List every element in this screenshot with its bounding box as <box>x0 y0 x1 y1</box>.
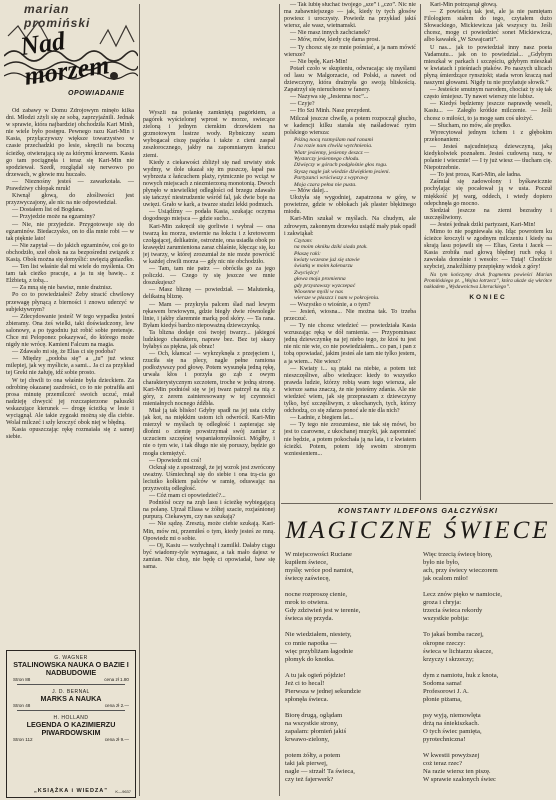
paragraph: — Słucham, no mów, ale prędko. <box>430 122 512 129</box>
ad-book-pages: Stron 112 <box>13 737 33 742</box>
poem-line <box>423 704 553 712</box>
paragraph: — Kiedyś będziemy jeszcze naprawdę weseli, Kasiu... — Załegło krótkie milczenie. — Jeśli chcesz o miłości, to ja mogę sam coś ułożyć. <box>424 101 552 122</box>
paragraph: Kari-Min potrząsnął głową. <box>430 2 498 8</box>
poem-line: myślę: wróce pod namiot, <box>285 567 354 575</box>
verse-line: Zwyciężcy! <box>294 269 319 276</box>
paragraph: — Między „podoba się” a „tu” już wiesz milepiej, jak wy myślicie, a sami... Ja ci za przykład tej Greki nie żałuję, idź sobie prosto. <box>6 356 134 377</box>
verse-line: głowa moja promienna <box>294 276 346 283</box>
verse-line: Partyzanci wróciwszy z wyprawy <box>294 175 369 182</box>
poem-section <box>283 505 553 798</box>
paragraph: Mimo to nie pogniewała się. Idąc powrotem ku ścieżce kroczyli w zgodnym milczeniu i kiedy na skrają lasu pojawili się — Elias, Greta i Jacek — Kasia zrobiła nad głową błędnej ruch ręką i zawołała donośnie i wesoło: — Tutaj! Chodźcie szybciej, znaleźliśmy przepiękny widok z góry! <box>424 229 552 271</box>
ad-book-meta <box>7 737 135 742</box>
verse-line: Czytam: <box>294 237 313 244</box>
divider <box>17 710 125 711</box>
verse-line: światłą w moim kalenarzu <box>294 263 353 270</box>
paragraph: — Cóż mam ci opowiedzieć?... <box>149 493 226 500</box>
paragraph: — Ty chcesz się ze mnie pośmiać, a ja nam mówić wiersze? <box>284 44 416 58</box>
paragraph: — Tam, tam nie patrz — obróciła go za jego policzki. — Czego ty się jeszcze we mnie doszukujesz? <box>143 266 275 287</box>
paragraph: Ułożyła się wygodniej, zapatrzona w górę, w powietrze, gdzie w obłokach jak plaster błękitnego miodu. <box>284 195 416 216</box>
paragraph: Podniósł oczy na zrąb lasu i ścieżkę wybiegającą na polanę. Ujrzał Eliasa w żółtej szacie, rozjaśnionej purpurą. Ciekawym, czy nas szukają? <box>143 500 275 521</box>
publisher-code: K—9637 <box>115 789 131 794</box>
paragraph: — Mam — przykryła palcem ślad nad lewym rękawem brwiowym, gdzie biegły dwie równoległe linie, i jakby zlaremnie marką pod skóry. — Ta rana. Byłam kiedyś bardzo niepoważną dziewczynką. <box>143 301 275 329</box>
story-column-3 <box>284 2 416 502</box>
poem-line: świeca się przyda. <box>285 615 334 623</box>
ad-book-meta <box>7 677 135 682</box>
paragraph: Zaśmiał się zadowolony i byśkawicznie pochylając się pocałował ją w usta. Poczuł miękkość jej warg, oddech, i wtedy dopiero odepchnęła go mocno. <box>424 179 552 207</box>
paragraph: Kiedy z ciekawości zbliżył się nad urwisty stok wydmy, w dole ukazał się im puszczę, łapał pas wybrzeża z łańcuchem plaży, rytmicznie po wciąż w nowych miejscach z niezmierzoną monotonią. Dwoch płynęło w niewielkiej odległości od brzegu zdawało się tańczyć niestrudzenie wśród fal, jak dwie boje na uwięzi. Grało w kark, a twarze studzi lekki podmuch. <box>143 159 275 209</box>
paragraph: Wyszli na polankę zamkniętą pagórkiem, a pagórek wyścielonej wprost w morze, swiecące zieloną i jednym ciemkim drzewkiem na grzmotowym lustrze wody. Rybniczny szum wybogacał ciszę pagórka i także z cieni zaspał zeszłorocznego, jakby na zapomnianym krańcu ziemi. <box>143 110 275 159</box>
paragraph: — Opowiedz mi coś! <box>149 457 202 464</box>
story-column-4 <box>424 2 552 502</box>
verse-line: Wiatr jesienny, jesienny deszcz — <box>294 149 370 156</box>
paragraph: — Zdawało mi się, że Elias ci się podoba? <box>12 349 116 356</box>
poem-line: taki jak pierwej, <box>285 760 328 768</box>
poem-author: KONSTANTY ILDEFONS GAŁCZYŃSKI <box>337 506 499 515</box>
poem-line: co mnie napotka — <box>285 639 337 647</box>
poem-line: Więc trzecią świecę biorę, <box>423 551 493 558</box>
verse-line: gdy przystawszy wyzczepać <box>294 282 356 289</box>
paragraph: — Nie sądzę. Zresztą, może ciebie szukają. Kari-Min, mów mi, przemiłeś o tym, kiedy jesteś ze mną. Opowiedz mi o sobie. <box>143 521 275 542</box>
verse-line: Późną nocą rozmyślam nad ranami <box>294 136 374 143</box>
poem-column-right <box>423 551 553 784</box>
poem-line: nocne rozproszę cienie, <box>285 591 348 599</box>
poem-line: potem żółty, a potem <box>285 752 341 760</box>
verse-line: Styszę nagle jak wiedzie dźwiękiem jesieni. <box>294 168 391 175</box>
paragraph: Wyrecytował jednym tchem i z głębokim przekonaniem: <box>424 129 552 143</box>
paragraph: — Tak lubię słuchać twojego „sze” i „czo”. Nic nie ma zabawniejszego — jak, kiedy ty tych głosów powiesz i uroczysty. Powiedz na przykład jakiś wiersz, ale wasz, wietnamski. <box>284 2 416 30</box>
paragraph: Miał ją tak blisko! Gdyby spadł na jej usta cichy jak kot, na miękkim ustom ich odwrócił. Kari-Min mierzył w myślach tę odległość i zapierając się dłońmi o ziemię powstrzymał swój zamiar z uczuciem szczęśnej wspaniałomyślności. Mógłby, i nie o tym wie, i tak długo nie się poruszy, będzie go mogła ciemiężyć. <box>143 407 275 457</box>
paragraph: — Czyje? <box>290 101 315 108</box>
paragraph: — Nazywa się „Jesienna noc”... <box>290 94 369 101</box>
poem-line: kupiłem świece, <box>285 559 328 567</box>
column-divider <box>139 4 140 796</box>
poem-line: O tych świec pamięta, <box>423 728 482 736</box>
paragraph: Od zabawy w Domu Zdrojowym minęło kilka dni. Młodzi zżyli się ze sobą, zaprzyjaźnili. Jednak w sprawie, która najbardziej obchodziła Kari Minh, nie wiele było postępu. Pewnego razu Kari-Min i Kasia, przyłączywszy większe towarzystwo w czasie przechadzki po lesie, skręcili na boczną ścieżkę, otwierającą się za którymś krzewem. Kasia go tam pociągnęła i teraz się Kari-Min nie spodziewał. Szedł, rozglądał się nerwowo po drzewach, w głowie mu huczało. <box>6 108 134 178</box>
ad-book-pages: Stron 48 <box>13 703 31 708</box>
ad-book-meta <box>7 703 135 708</box>
ad-publisher <box>11 788 131 794</box>
verse-line: na moim okniku dziki siada ptak. <box>294 244 368 251</box>
paragraph: — Jesień, wiosna... Nie można tak. To trzeba przeczuć. <box>284 308 416 322</box>
poem-line: psy wyją, niemowlęta <box>423 711 481 719</box>
poem-line <box>423 623 553 631</box>
paragraph: — Nie, nie przyjedzie. Przygotowuje się do egzaminów. Biedaczysko, on to dla mnie robi — w tak pięknie lato! <box>6 221 134 242</box>
poem-line: W kwestii powyższej <box>423 752 480 760</box>
paragraph: — Nie będę, Kari-Min! <box>290 58 348 65</box>
paragraph: Ta blizna dodaje coś twojej twarzy... jakiegoś ludzkiego charakteru, napraw bez. Bez tej skazy byłabyś za piękna, jak obraz! <box>143 329 275 351</box>
paragraph: — Nieznośny jesteś — zawarkotała. — Prawdziwy chłopak mruk! <box>6 178 134 193</box>
poem-line: zapalam: płomień jakiś <box>285 728 347 736</box>
poem-line: Pierwsza w jednej sekundzie <box>285 687 361 695</box>
poem-line: wszystkie pobija: <box>423 615 469 623</box>
poem-line: coż teraz rzec? <box>423 760 463 768</box>
paragraph: Ocknął się z spostrzegł, że jej wzrok jest zwrócony uważny. Uśmiechnął się do siebie i ona trą-cia go leciutko kołkiem palców w ramię, oduswając na przyzwoitą odległość. <box>143 464 275 492</box>
poem-line <box>423 583 553 591</box>
ad-book-author: G. WAGNER <box>54 655 88 661</box>
paragraph: — Ty nie chcesz wiedzieć — powiedziała Kasia wzruszając ręką w dół ramienia. — Przypominasz jedną dziewczynkę na jej niebo tego, że ktoś tu jest nie nic nie wie, co nie powiedziałem... co pan, i pan z tobą opowiadać, jakim jesteś ale tam nie tylko jestem, a ja wiem... Nie wiesz? <box>284 323 416 365</box>
verse-line: Wiosenne myśli w nas <box>294 288 343 295</box>
poem-line <box>285 664 417 672</box>
paragraph: Po co to powiedziałeś? Żeby stracić chwilowy przewagę płynącą z bierności i znowu uderzyć w subjektywnym? <box>6 292 134 313</box>
poem-line: trzecia świeca rekordy <box>423 607 483 615</box>
poem-line: To jakaś bomba raczej, <box>423 631 484 639</box>
verse-line: wiersze w płaszcz i nam w pokrojeniu. <box>294 295 380 302</box>
paragraph: — Ho Szi Minh. Nasz prezydent. <box>290 108 372 115</box>
verse-line: Wystarczy jesiennego chłodu. <box>294 156 360 162</box>
paragraph: Potarł czoło w skupieniu, odwracając się myślami od lasu w Malgorzacie, od Polski, a nawet od dziewczyny, która drażnyła go swoją bliskością. Zapatrzył się nieruchomo w fanery. <box>284 65 416 94</box>
ad-book-title: STALINOWSKA NAUKA O BAZIE I NADBUDOWIE <box>13 660 129 677</box>
paragraph: — Oj, Kasiu — wzdychnął i zamilkł. Dałaby ciągu być wiadomy-tyle wymagasz, a tak mało dajesz w zamian. Nie chcę, nie będę ci opowiadał, baw się sama. <box>143 542 275 570</box>
poem-line: płomyk do knotka. <box>285 655 335 663</box>
paragraph: — Przyjedzie może na egzaminy? <box>12 214 96 221</box>
poem-line: krzyczy i skrzeczy; <box>423 655 474 663</box>
paragraph: Kari-Min zakręcił się gorliwie i wybrał — ona twarzą ku morzu, uwiernie na łokciu i z kretowcem czołgającej, delikatnie, ostrożnie, ona usiadła obok po krawędzi zarumieniona zaraz chlaśnie, kłęcząc się, ku jej twarzy, w której zrozumiał że nie może powrócić w każdej chwili morza — gdy nic nie obchodziło. <box>143 223 275 265</box>
poem-line: spłonęła świeca. <box>285 695 329 703</box>
paragraph: — Mów dalej... <box>290 188 329 195</box>
publisher-name: „KSIĄŻKA i WIEDZA” <box>33 788 108 794</box>
story-column-2 <box>143 110 275 800</box>
poem-line: Sodoma sama! <box>423 679 463 687</box>
poem-line <box>285 704 417 712</box>
paragraph: — Masz bliznę — powiedział. — Malutenką, delikatną bliznę. <box>143 287 275 301</box>
ad-book-price: cena zł 2.— <box>104 703 129 708</box>
column-divider <box>420 4 421 500</box>
paragraph: — Ładnie, z biegiem lat... <box>290 415 354 422</box>
paragraph: — Za mną się nie bawisz, mnie drażnisz. <box>12 285 113 292</box>
poem-line: płonie piżama, <box>423 695 462 703</box>
story-author: marian promiński <box>24 2 91 30</box>
poem-line: świecę zaświecę, <box>285 575 331 583</box>
poem-column-left <box>285 551 417 784</box>
ad-book-author: J. D. BERNAL <box>52 689 90 695</box>
poem-line <box>423 744 553 752</box>
poem-line <box>285 623 417 631</box>
divider <box>17 684 125 685</box>
poem-line: nagle — strzał! Ta świeca, <box>285 768 355 776</box>
paragraph: — Och, kłamca! — wykrzyknęła z przejęciem i, rzuciła się na plecy, nagle pełne ramiona podłożywszy pod głowę. Potem wysunęła jedną rękę, urwała kłos i porzyła go ząb z owym charakterystycznym szczotem, troche w jedną stronę. Kari-Min podniósł się w jej twarz patrzył na nią z góry, z zerem zainteresowany w tej czynności mieniałnych nocnego źdźbła. <box>143 351 275 407</box>
poem-top-rule <box>281 503 553 504</box>
ad-book-price: cena zł 1.80 <box>104 677 129 682</box>
paragraph: Milczał jeszcze chwilę, a potem rozpoczął głucho, w kadencji kilku starała się naśladować rytm polskiego wiersza: <box>284 115 416 136</box>
ad-book-title: LEGENDA O KAZIMIERZU PIWARDOWSKIM <box>26 720 116 737</box>
paragraph: Kari-Min szukał w myślach. Na chudym, ale zdrowym, zakonnym drzewku usiądź mały ptak opadł i zakwiąkał: <box>284 216 416 237</box>
poem-line <box>423 664 553 672</box>
poem-line: na wszystkie strony, <box>285 719 339 727</box>
story-title: Nad morzem <box>18 26 112 91</box>
verse-line: Dźwięczy w górach podgłośnie głos rogu. <box>294 162 388 169</box>
paragraph: — To jest proza, Kari-Min, ale ładna. <box>430 172 522 179</box>
poem-line: Lecz znów pięko w namiocie, <box>423 591 502 599</box>
poem-line: A tu jak ogień pójdzie! <box>285 671 346 679</box>
poem-line: ach, przy świecy wieczorem <box>423 567 498 575</box>
paragraph: — Jesteś najcudniejszą dziewczyną, jaką kiedykolwiek poznałem. Jesteś cudowną razą, w polanie i wiecznie! — I ty już wiesz — tłucham cię. Niepotrzebnie. <box>424 143 552 172</box>
paragraph: — Kwiaty i... są ptaki na niebie, a potem też nieszczęśliwe, albo wiedzące: kiedy to wszystko prawda ludzie, którzy robią wam tego wiersza, ale wiersze sama znaczą, że nie jesteśmy zdania. Ale nie wiedzieć wiem, jak się przepraszam z dziewczyny tylko, być szczęśliwym, z ukochanych, tych, którzy odchodzą, co się zdarza ponoć ale nie dla nich? <box>284 365 416 415</box>
paragraph: — Z powieścią tak jest, ale ja nie pamiętam Filologiem stałem do tego, czytałem dużo Słowackiego, Mickiewicza jak wszyscy tu. Jeśli chcesz, mogę ci powiedzieć sonet Mickiewicza, albo kawałek „W Szwajcarii”. <box>424 9 552 44</box>
editorial-note: Na tym kończymy druk fragmentu powieści Marian Promińskiego pt. „Wojna łotrzecz”, która ukaże się wkrótce nakładem „Wydawnictwa Literackiego”. <box>424 271 552 291</box>
paragraph: Kiwnął głową, do złośliwości jest przyzwyczajony, ale nic na nie odpowiedział. <box>6 193 134 207</box>
ad-book-author: H. HOLLAND <box>53 715 89 721</box>
paragraph: — Wszystko o wiośnie, a o tym? <box>290 301 371 308</box>
poem-line: mrok to otwiera. <box>285 599 329 607</box>
paragraph: Kasia opuszczając rękę rozmaiała się z samej siebie. <box>6 427 134 441</box>
paragraph: — Jesteście smutnym narodem, chociaż ty się tak często śmiejesz. Ty nawet wierszy nie lubisz. <box>424 87 552 101</box>
paragraph: — Nie masz innych zachcianek? <box>290 30 370 37</box>
story-column-1 <box>6 108 134 648</box>
paragraph: — Dostałem list od Bogdana. <box>12 207 85 214</box>
poem-line <box>285 744 417 752</box>
poem-line: groza i chryja: <box>423 599 462 607</box>
poem-line: Na razie wiersz ten piszę. <box>423 768 491 776</box>
column-divider <box>279 4 280 796</box>
story-header <box>4 2 138 102</box>
poem-line: było nie było, <box>423 559 460 567</box>
poem-line: W sprawie szalonych świec <box>423 776 496 784</box>
paragraph: — Ty tego nie zrozumiesz, nie tak się mówi, bo jest to czarowne, z ukochanej muzyki, jak zapomnieć nie będzie, a potem pokochała ją na lata, i z kwiatem ścieżki. Potem, potem idę swoim stromym wzniesieniem... <box>284 422 416 457</box>
ad-book-title: MARKS A NAUKA <box>40 694 102 703</box>
paragraph: — Jesteś jednak dziki partyzant, Kari-Min! <box>430 221 536 228</box>
paragraph: — Ten list właśnie dał mi wiele do myślenia. On tam tak cieżko pracuje, a ja tu się bawię... z Elżbietą, z tobą... <box>6 264 134 285</box>
story-subtitle: OPOWIADANIE <box>68 90 125 97</box>
poem-line: Jeż ci to hecal! <box>285 679 325 687</box>
poem-title: MAGICZNE ŚWIECE <box>285 517 551 544</box>
verse-line: Moja czara pełna nie pusta. <box>294 181 357 188</box>
poem-line: drżą na śniekiszkach. <box>423 719 480 727</box>
paragraph: — Mów, mów, kiedy cię dama prosi. <box>290 37 381 44</box>
verse-line: Płaszę raki: <box>294 250 321 257</box>
poem-line: więc przybliżam łagodnie <box>285 647 354 655</box>
paragraph: W tej chwili to ona właśnie była dzieckiem. Za odrobinę okazanej zazdrości, co to nie potrafiła ani prosa minutę przemilczeć swoich uczuć, miał nadzieję chwycić jej rozczapierzone paluszki wskazujące kierunek — drogę ścieżką w lesie i wyciągnął. Ale takie zygzaki możną się dla ciebie. Wolał milczeć i szły kroczyć obok niej w błędną. <box>6 377 134 427</box>
ad-book-price: cena zł 9.— <box>104 737 129 742</box>
ad-book-pages: Stron 88 <box>13 677 31 682</box>
paragraph: Siedział jeszcze na ziemi bezradny i uszczęśliwiony. <box>424 207 552 221</box>
paragraph: U nas... jak to powiedział inny nasz poeta Vadamutu... jak on to powiedział... „Gdybym mieszkał w parkach i szczęściu, gdybym mieszkał w kwiatach i pieśniach ptaków. Po naszych ulicach płyną śmierdzące rynsztoki; stada wron kraczą nad naszymi głowami. Nigdy tu nie przylatuje słowik.” <box>424 44 552 87</box>
verse-line: I na rozie nam chwila wytchnienia. <box>294 143 373 150</box>
poem-line: dym z namiotu, huk z knota, <box>423 671 499 679</box>
book-advertisement <box>6 650 136 798</box>
poem-line: krwawo-zielony, <box>285 736 330 744</box>
poem-line: świeca w lichtarzu skacze, <box>423 647 493 655</box>
poem-line: Nie wiedziałem, niestety, <box>285 631 352 639</box>
verse-line: kwiaty wczesne już się stawie <box>294 256 360 263</box>
story-end-mark: KONIEC <box>469 294 507 302</box>
paragraph: — Nie zapytał — do jakich egzaminów, coś go to obchodziło, szeł obok na za bezpośredni związek z Kasią. Obok można się domyślić: uwięzią gniazdko. <box>6 242 134 263</box>
poem-line <box>285 583 417 591</box>
poem-line: Biorę drugą, oglądam <box>285 711 343 719</box>
poem-line: jak ocalom miło! <box>423 575 469 583</box>
poem-line: W miejscowości Ruciane <box>285 551 352 558</box>
poem-line: Profesorowi J. A. <box>423 687 469 695</box>
poem-line: okropne rzeczy: <box>423 639 466 647</box>
paragraph: — Usiądźmy — podała Kasia, szukając oczyma dogodnego miejsca — gdzie sucho... <box>143 209 275 223</box>
poem-line: czy też fajerwerk? <box>285 776 334 784</box>
poem-line: pyrotechniczna! <box>423 736 466 744</box>
paragraph: — Zdecydowanie jesteś! W tego wypadku jesteś zbieramy. Ona żeś wielki, taki doświadczony, lew salonowy, a po tygodniu już robić sobie pretensje. Chce mi Peloponez pokazywać, do którego może nigdy nie wrócę. Kamieni Falcum na magia. <box>6 313 134 349</box>
poem-line: Gdy zdziwień jest w terenie, <box>285 607 361 615</box>
